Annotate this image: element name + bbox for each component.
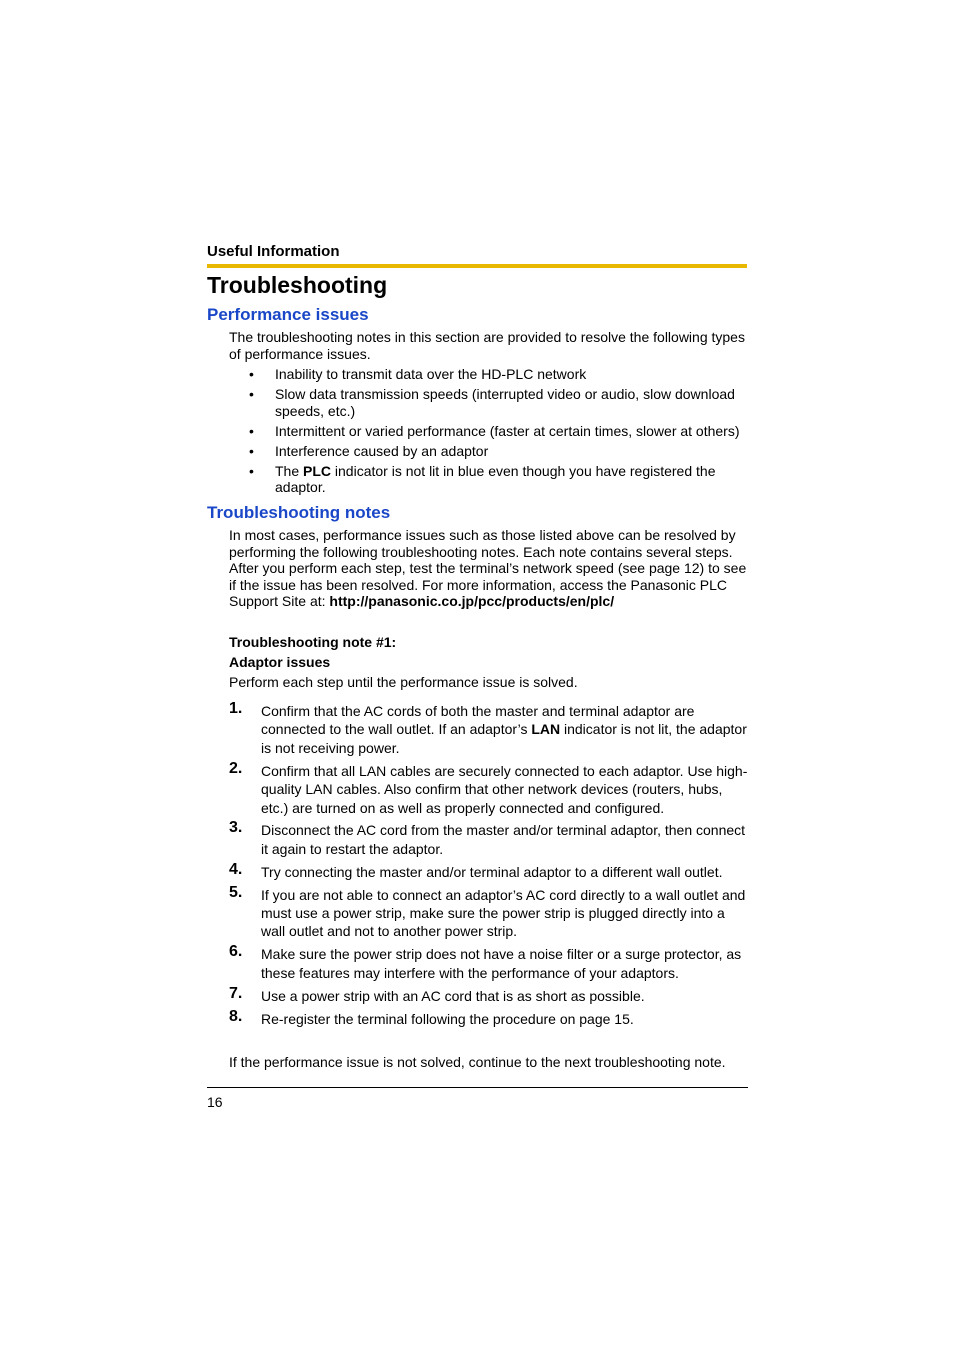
step-text-pre: Confirm that the AC cords of both the master and terminal adaptor are connected to the wall outlet. If an adaptor’s: [261, 703, 695, 738]
list-item: [229, 443, 749, 460]
step-text: Re-register the terminal following the procedure on page 15.: [261, 1010, 634, 1027]
step-number: 6.: [229, 943, 243, 961]
support-site-link[interactable]: http://panasonic.co.jp/pcc/products/en/plc/: [329, 593, 615, 609]
page-title: Troubleshooting: [207, 272, 388, 298]
note1-instruction: Perform each step until the performance issue is solved.: [229, 674, 578, 690]
bullet-icon: •: [249, 386, 254, 403]
lan-indicator-label: LAN: [531, 721, 561, 738]
page-number: 16: [207, 1094, 223, 1110]
step-number: 7.: [229, 984, 243, 1002]
step-text-post: indicator is not lit, the adaptor is not receiving power.: [261, 721, 747, 756]
section-label: Useful Information: [207, 243, 340, 260]
step-number: 8.: [229, 1007, 243, 1025]
step-number: 1.: [229, 700, 243, 717]
step-item: [229, 984, 749, 1005]
performance-issues-heading: Performance issues: [207, 305, 369, 324]
closing-note: If the performance issue is not solved, continue to the next troubleshooting note.: [229, 1054, 726, 1070]
list-item-text: Interference caused by an adaptor: [275, 442, 489, 459]
list-item-text: Slow data transmission speeds (interrupted video or audio, slow download speeds, etc.): [275, 386, 735, 419]
step-number: 2.: [229, 759, 243, 777]
bullet-icon: •: [249, 442, 254, 459]
step-item: [229, 702, 749, 757]
bullet-icon: •: [249, 422, 254, 439]
notes-intro: [229, 527, 748, 610]
notes-intro-text: In most cases, performance issues such as those listed above can be resolved by performing the following troubleshooting notes. Each note contains several steps. After you perform each step, test the terminal’s network speed (see page 12) to see if the issue has been resolved. For more information, access the Panasonic PLC Support Site at:: [229, 527, 747, 609]
step-item: [229, 860, 749, 881]
list-item: [229, 366, 749, 383]
footer-rule: [207, 1087, 748, 1088]
plc-indicator-label: PLC: [303, 462, 332, 479]
bullet-icon: •: [249, 366, 254, 382]
step-item: [229, 883, 749, 941]
note1-title: Troubleshooting note #1:: [229, 634, 397, 650]
list-item: [229, 386, 749, 419]
note1-subtitle: Adaptor issues: [229, 654, 331, 670]
step-item: [229, 945, 749, 982]
step-item: [229, 1007, 749, 1028]
step-item: [229, 821, 749, 858]
performance-issue-list: [229, 366, 749, 499]
step-text: Use a power strip with an AC cord that is as short as possible.: [261, 987, 645, 1004]
bullet-icon: •: [249, 462, 254, 479]
list-item-text: Intermittent or varied performance (faster at certain times, slower at others): [275, 422, 740, 439]
list-item-text: Inability to transmit data over the HD-PLC network: [275, 366, 587, 382]
step-number: 4.: [229, 860, 243, 878]
step-text: Confirm that all LAN cables are securely connected to each adaptor. Use high-quality LAN cables. Also confirm that other network devices (routers, hubs, etc.) are turned on as well as properly connected and configured.: [261, 762, 748, 816]
performance-intro: The troubleshooting notes in this section are provided to resolve the following types of performance issues.: [229, 329, 745, 362]
step-number: 3.: [229, 819, 243, 837]
list-item-text-pre: The: [275, 462, 304, 479]
step-text: Disconnect the AC cord from the master and/or terminal adaptor, then connect it again to restart the adaptor.: [261, 822, 746, 857]
troubleshooting-notes-heading: Troubleshooting notes: [207, 503, 391, 522]
note1-steps: [229, 702, 749, 1033]
step-item: [229, 759, 749, 817]
list-item-text-post: indicator is not lit in blue even though you have registered the adaptor.: [275, 462, 716, 496]
list-item: [229, 423, 749, 440]
step-number: 5.: [229, 883, 243, 901]
header-rule: [207, 264, 747, 268]
step-text: If you are not able to connect an adaptor’s AC cord directly to a wall outlet and must use a power strip, make sure the power strip is plugged directly into a wall outlet and not to another power strip.: [261, 886, 746, 940]
list-item: [229, 463, 749, 496]
step-text: Make sure the power strip does not have a noise filter or a surge protector, as these features may interfere with the performance of your adaptors.: [261, 946, 742, 981]
step-text: Try connecting the master and/or terminal adaptor to a different wall outlet.: [261, 863, 723, 880]
